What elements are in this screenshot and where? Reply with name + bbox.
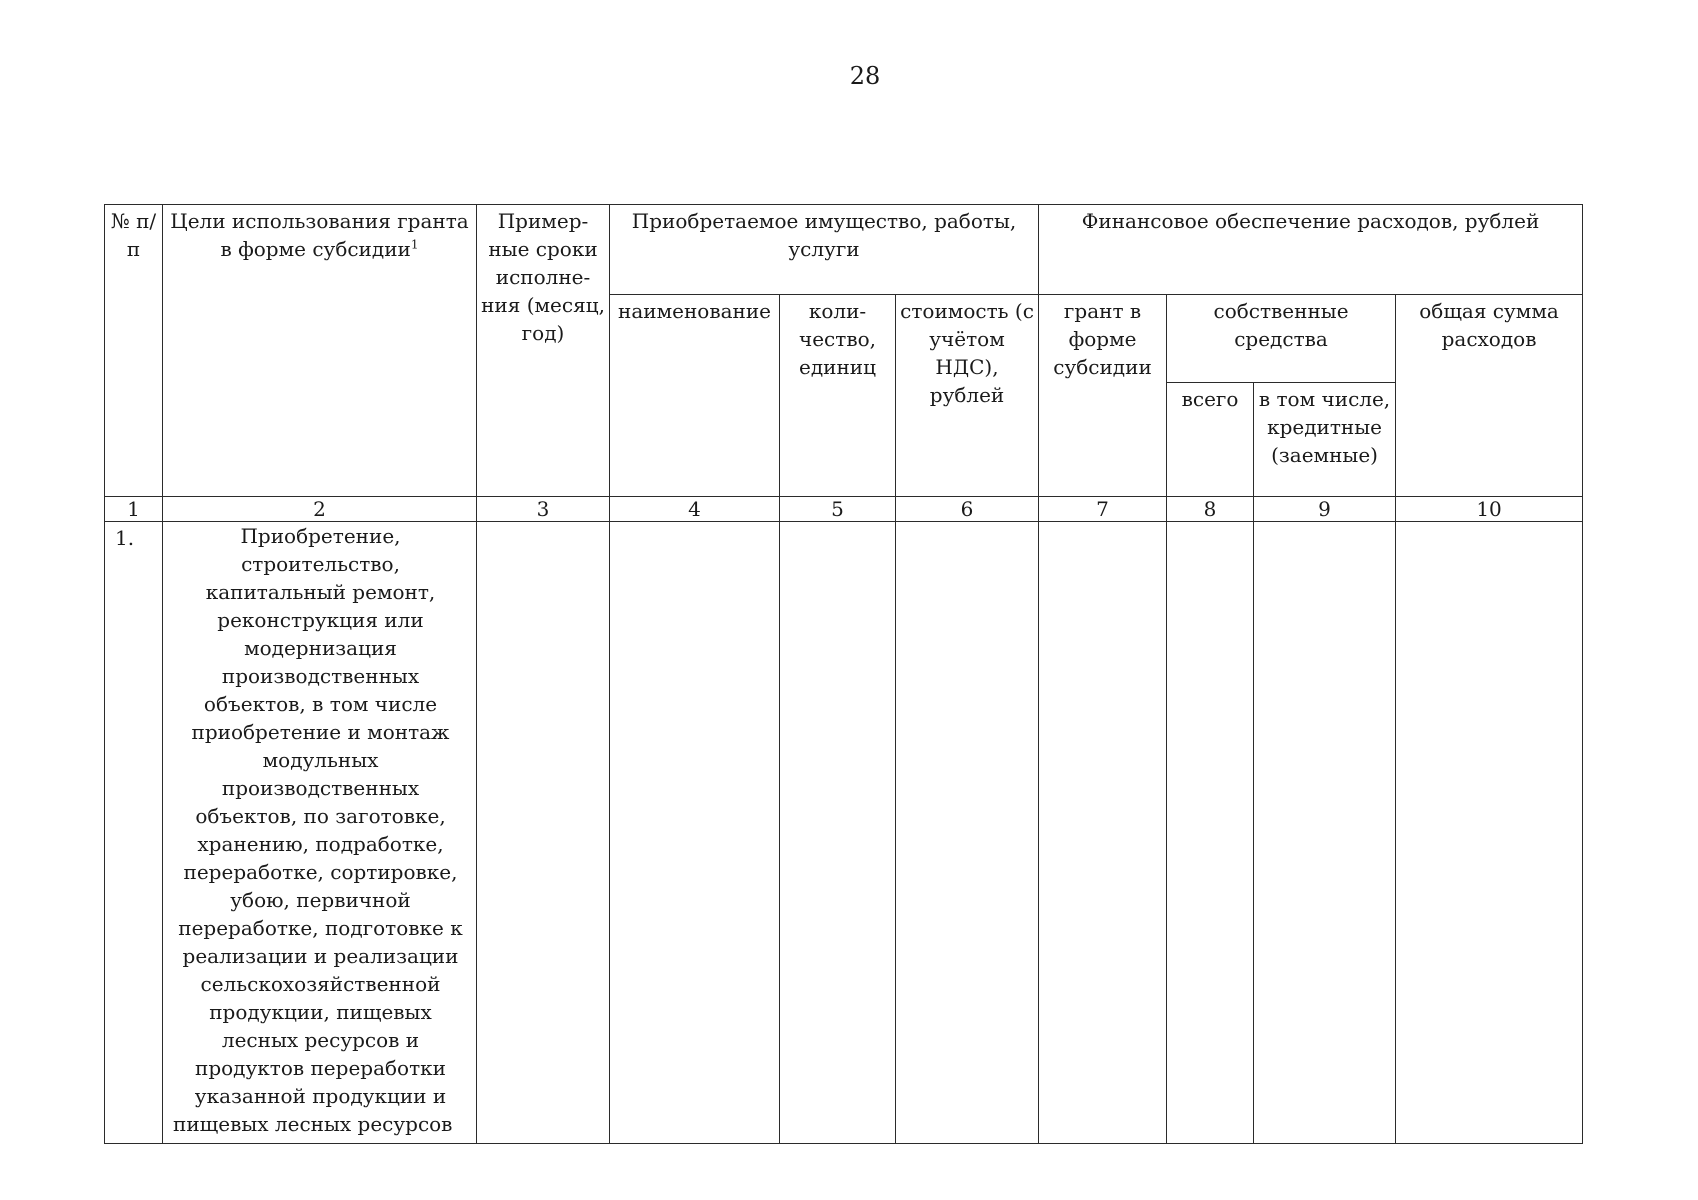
footnote-marker: 1 — [410, 237, 419, 252]
header-own-all: всего — [1167, 383, 1254, 497]
column-number: 9 — [1254, 497, 1396, 522]
column-number: 6 — [896, 497, 1039, 522]
column-number: 2 — [163, 497, 477, 522]
row-total-cell — [1396, 522, 1583, 1144]
header-property-group: Приобретаемое имущество, работы, услуги — [610, 205, 1039, 295]
header-goal — [163, 205, 477, 497]
column-number: 3 — [477, 497, 610, 522]
header-finance-group: Финансовое обеспечение расходов, рублей — [1039, 205, 1583, 295]
header-terms: Пример-ные сроки исполне-ния (месяц, год) — [477, 205, 610, 497]
column-number-row — [105, 497, 1583, 522]
page-number: 28 — [849, 62, 881, 90]
row-cost-cell — [896, 522, 1039, 1144]
grant-expenses-table — [104, 204, 1583, 1144]
row-terms-cell — [477, 522, 610, 1144]
column-number: 5 — [780, 497, 896, 522]
header-goal-text: Цели использования гранта в форме субсидии — [170, 209, 469, 261]
column-number: 7 — [1039, 497, 1167, 522]
header-num: № п/п — [105, 205, 163, 497]
row-qty-cell — [780, 522, 896, 1144]
header-own-funds: собственные средства — [1167, 295, 1396, 383]
header-total: общая сумма расходов — [1396, 295, 1583, 497]
column-number: 1 — [105, 497, 163, 522]
row-own-credit-cell — [1254, 522, 1396, 1144]
row-number: 1. — [105, 522, 163, 1144]
header-row-1 — [105, 205, 1583, 295]
column-number: 4 — [610, 497, 780, 522]
row-name-cell — [610, 522, 780, 1144]
header-own-credit: в том числе, кредитные (заемные) — [1254, 383, 1396, 497]
header-qty: коли-чество, единиц — [780, 295, 896, 497]
header-name: наименование — [610, 295, 780, 497]
header-grant: грант в форме субсидии — [1039, 295, 1167, 497]
column-number: 8 — [1167, 497, 1254, 522]
row-goal-text: Приобретение, строительство, капитальный ремонт, реконструкция или модернизация производственных объектов, в том числе приобретение и монтаж модульных производственных объектов, по заготовке, хранению, подработке, переработке, сортировке, убою, первичной переработке, подготовке к реализации и реализации сельскохозяйственной продукции, пищевых лесных ресурсов и продуктов переработки указанной продукции и пищевых лесных ресурсов — [163, 522, 477, 1144]
table-row — [105, 522, 1583, 1144]
row-own-all-cell — [1167, 522, 1254, 1144]
column-number: 10 — [1396, 497, 1583, 522]
row-grant-cell — [1039, 522, 1167, 1144]
header-cost: стоимость (с учётом НДС), рублей — [896, 295, 1039, 497]
